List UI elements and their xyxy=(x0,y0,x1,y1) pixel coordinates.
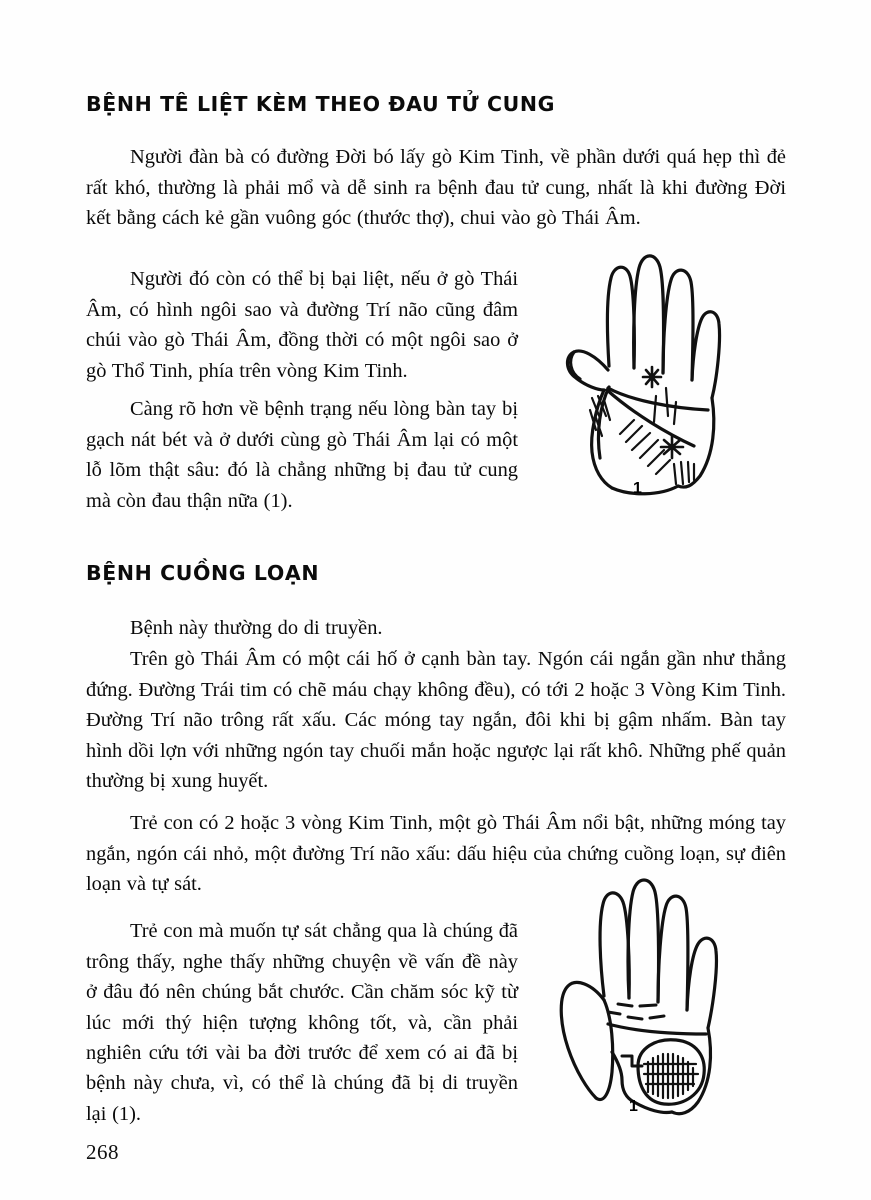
paragraph-body: Trẻ con có 2 hoặc 3 vòng Kim Tinh, một gò Thái Âm nổi bật, những móng tay ngắn, ngón cái nhỏ, một đường Trí não xấu: dấu hiệu của chứng cuồng loạn, sự điên loạn và tự sát. xyxy=(86,812,786,896)
paragraph-body: Trẻ con mà muốn tự sát chẳng qua là chúng đã trông thấy, nghe thấy những chuyện về vấn đề này ở đâu đó nên chúng bắt chước. Cần chăm sóc kỹ từ lúc mới thý hiện tượng không tốt, và, cần phải nghiên cứu tới vài ba đời trước để xem có ai đã bị bệnh này chưa, vì, có thể là chúng đã bị di truyền lại (1). xyxy=(86,920,518,1125)
section-heading-hysteria: BỆNH CUỒNG LOẠN xyxy=(86,560,320,585)
paragraph-body: Bệnh này thường do di truyền. xyxy=(130,617,383,640)
page-number: 268 xyxy=(86,1140,119,1164)
star-marking-saturn xyxy=(643,367,661,387)
section-heading-paralysis: BỆNH TÊ LIỆT KÈM THEO ĐAU TỬ CUNG xyxy=(86,91,556,116)
paragraph-body: Người đó còn có thể bị bại liệt, nếu ở gò Thái Âm, có hình ngôi sao và đường Trí não cũng đâm chúi vào gò Thái Âm, đồng thời có một ngôi sao ở gò Thổ Tinh, phía trên vòng Kim Tinh. xyxy=(86,268,518,382)
hand-illustration-figure-1 xyxy=(560,238,770,503)
paragraph-body: Trên gò Thái Âm có một cái hố ở cạnh bàn tay. Ngón cái ngắn gần như thẳng đứng. Đường Trái tim có chẽ máu chạy không đều), có tới 2 hoặc 3 Vòng Kim Tinh. Đường Trí não trông rất xấu. Các móng tay ngắn, đôi khi bị gậm nhấm. Bàn tay hình dồi lợn với những ngón tay chuối mắn hoặc ngược lại rất khô. Những phế quản thường bị xung huyết. xyxy=(86,648,786,793)
hand-illustration-figure-2 xyxy=(556,866,766,1128)
star-marking-moon xyxy=(661,436,683,458)
hatching-moon-mount xyxy=(644,1054,698,1098)
paragraph-body: Càng rõ hơn về bệnh trạng nếu lòng bàn tay bị gạch nát bét và ở dưới cùng gò Thái Âm lại có một lỗ lõm thật sâu: đó là chẳng những bị đau tử cung mà còn đau thận nữa (1). xyxy=(86,398,518,512)
paragraph-body: Người đàn bà có đường Đời bó lấy gò Kim Tinh, về phần dưới quá hẹp thì đẻ rất khó, thường là phải mổ và dễ sinh ra bệnh đau tử cung, nhất là khi đường Đời kết bằng cách kẻ gần vuông góc (thước thợ), chui vào gò Thái Âm. xyxy=(86,146,786,230)
figure-caption-2: 1 xyxy=(629,1098,638,1115)
figure-caption-1: 1 xyxy=(633,480,642,497)
